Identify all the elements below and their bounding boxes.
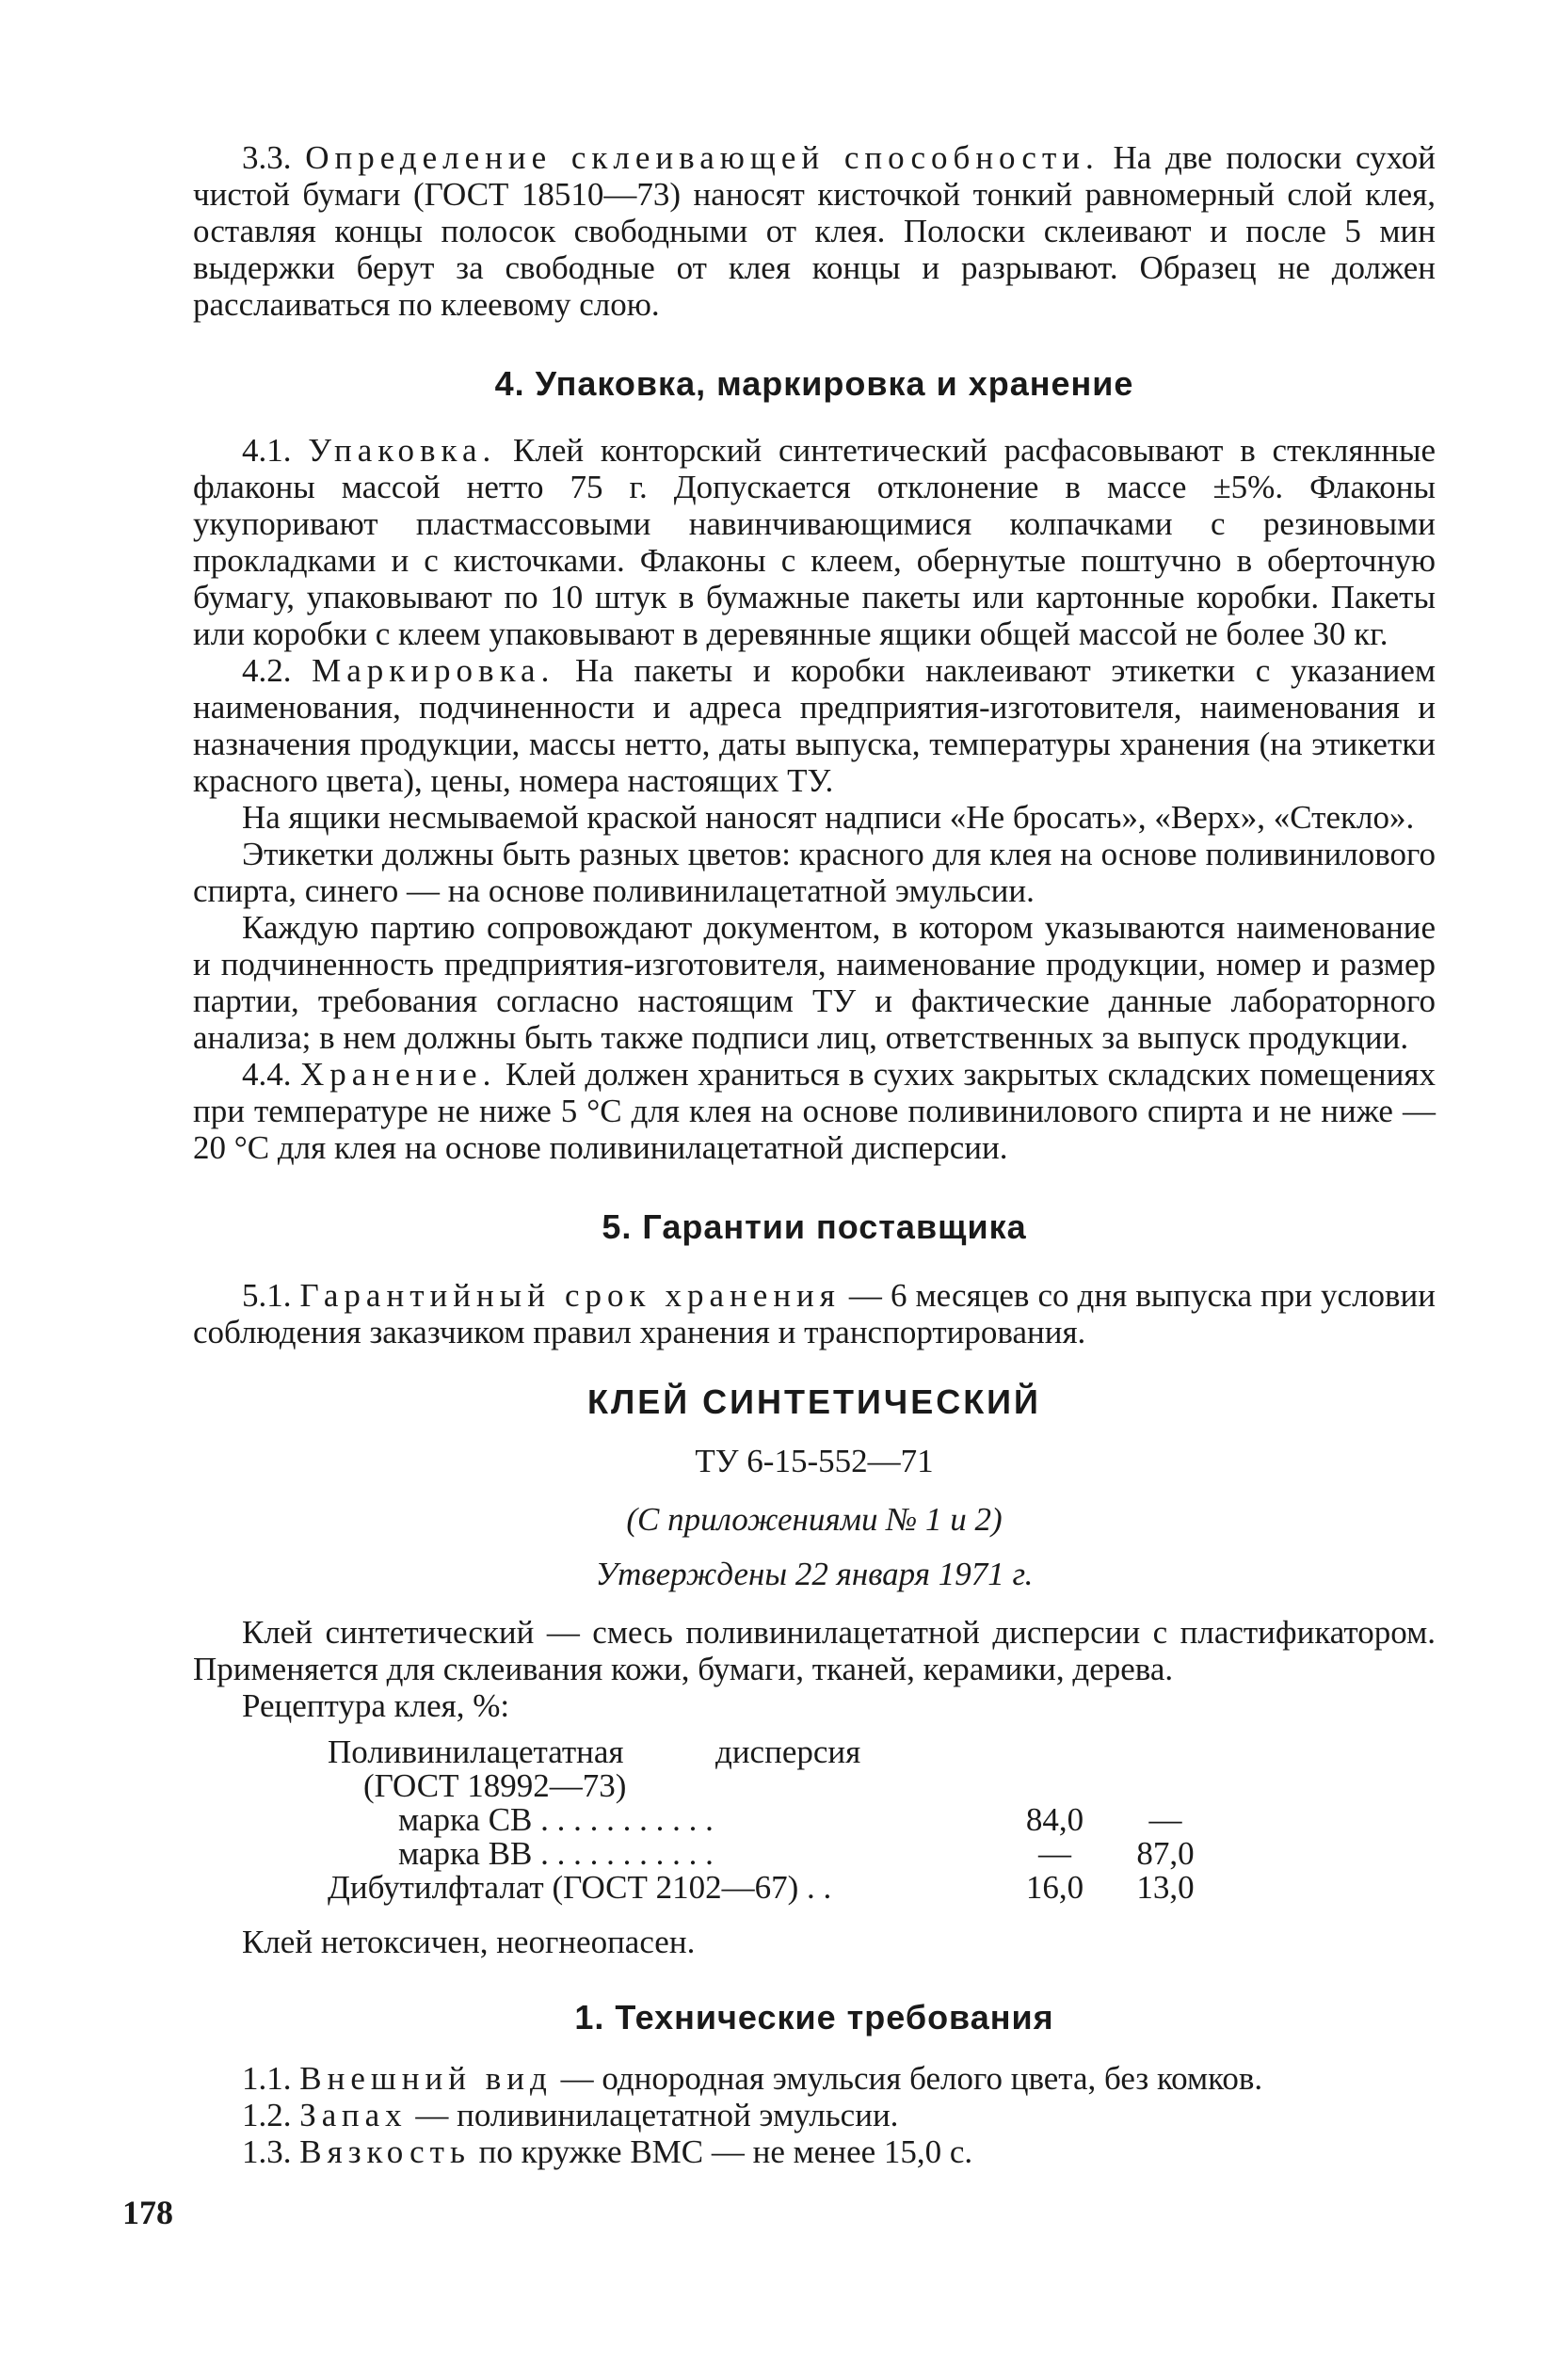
paragraph-4-2-document: Каждую партию сопровождают документом, в котором указываются наименование и подчиненность предприятия-изготовителя, наименование продукции, номер и размер партии, требования согласно настоящим ТУ и фактические данные лабораторного анализа; в нем должны быть также подписи лиц, ответственных за выпуск продукции. [193, 909, 1436, 1056]
term-spaced: Определение склеивающей способности. [305, 139, 1100, 176]
safety-note: Клей нетоксичен, неогнеопасен. [242, 1924, 696, 1960]
paragraph-3-3: 3.3. Определение склеивающей способности. На две полоски сухой чистой бумаги (ГОСТ 18510—73) наносят кисточкой тонкий равномерный слой клея, оставляя концы полосок свободными от клея. Полоски склеивают и после 5 мин выдержки берут за свободные от клея концы и разрывают. Образец не должен расслаиваться по клеевому слою. [193, 139, 1437, 323]
text-column [193, 139, 1436, 2170]
approval-date: Утверждены 22 января 1971 г. [595, 1556, 1034, 1592]
table-row: марка ВВ . . . . . . . . . . . — 87,0 [398, 1835, 1195, 1872]
glue-title: КЛЕЙ СИНТЕТИЧЕСКИЙ [587, 1382, 1041, 1421]
paragraph-4-2-boxes: На ящики несмываемой краской наносят надписи «Не бросать», «Верх», «Стекло». [242, 799, 1415, 836]
table-row: марка СВ . . . . . . . . . . . 84,0 — [398, 1801, 1182, 1838]
paragraph-4-4: 4.4. Хранение. Клей должен храниться в сухих закрытых складских помещениях при температуре не ниже 5 °С для клея на основе поливинилового спирта и не ниже —20 °С для клея на основе поливинилацетатной дисперсии. [193, 1056, 1436, 1166]
recipe-component: Поливинилацетатная дисперсия [328, 1733, 861, 1770]
section-4-title: 4. Упаковка, маркировка и хранение [494, 364, 1134, 403]
paragraph-4-2: 4.2. Маркировка. На пакеты и коробки наклеивают этикетки с указанием наименования, подчиненности и адреса предприятия-изготовителя, наименования и назначения продукции, массы нетто, даты выпуска, температуры хранения (на этикетки красного цвета), цены, номера настоящих ТУ. [193, 652, 1436, 799]
table-row [328, 1735, 1222, 1769]
paragraph-1-2: 1.2. Запах — поливинилацетатной эмульсии. [242, 2097, 899, 2133]
page-number: 178 [122, 2194, 173, 2231]
table-row: Дибутилфталат (ГОСТ 2102—67) . . 16,0 13,0 [328, 1869, 1195, 1906]
glue-intro: Клей синтетический — смесь поливинилацетатной дисперсии с пластификатором. Применяется для склеивания кожи, бумаги, тканей, керамики, дерева. [193, 1614, 1436, 1687]
paragraph-1-3: 1.3. Вязкость по кружке ВМС — не менее 15,0 с. [242, 2133, 973, 2170]
tu-number: ТУ 6-15-552—71 [695, 1443, 934, 1479]
paragraph-1-1: 1.1. Внешний вид — однородная эмульсия белого цвета, без комков. [242, 2060, 1263, 2097]
recipe-table [328, 1735, 1222, 1905]
section-5-title: 5. Гарантии поставщика [602, 1207, 1027, 1246]
attachments-note: (С приложениями № 1 и 2) [626, 1501, 1003, 1538]
paragraph-4-1: 4.1. Упаковка. Клей конторский синтетический расфасовывают в стеклянные флаконы массой нетто 75 г. Допускается отклонение в массе ±5%. Флаконы укупоривают пластмассовыми навинчивающимися колпачками с резиновыми прокладками и с кисточками. Флаконы с клеем, обернутые поштучно в оберточную бумагу, упаковывают по 10 штук в бумажные пакеты или картонные коробки. Пакеты или коробки с клеем упаковывают в деревянные ящики общей массой не более 30 кг. [193, 432, 1436, 652]
paragraph-5-1: 5.1. Гарантийный срок хранения — 6 месяцев со дня выпуска при условии соблюдения заказчиком правил хранения и транспортирования. [193, 1277, 1437, 1350]
table-row: (ГОСТ 18992—73) [363, 1767, 627, 1804]
section-1-title: 1. Технические требования [574, 1998, 1054, 2037]
recipe-label: Рецептура клея, %: [242, 1687, 510, 1724]
paragraph-4-2-labels: Этикетки должны быть разных цветов: красного для клея на основе поливинилового спирта, синего — на основе поливинилацетатной эмульсии. [193, 836, 1436, 909]
